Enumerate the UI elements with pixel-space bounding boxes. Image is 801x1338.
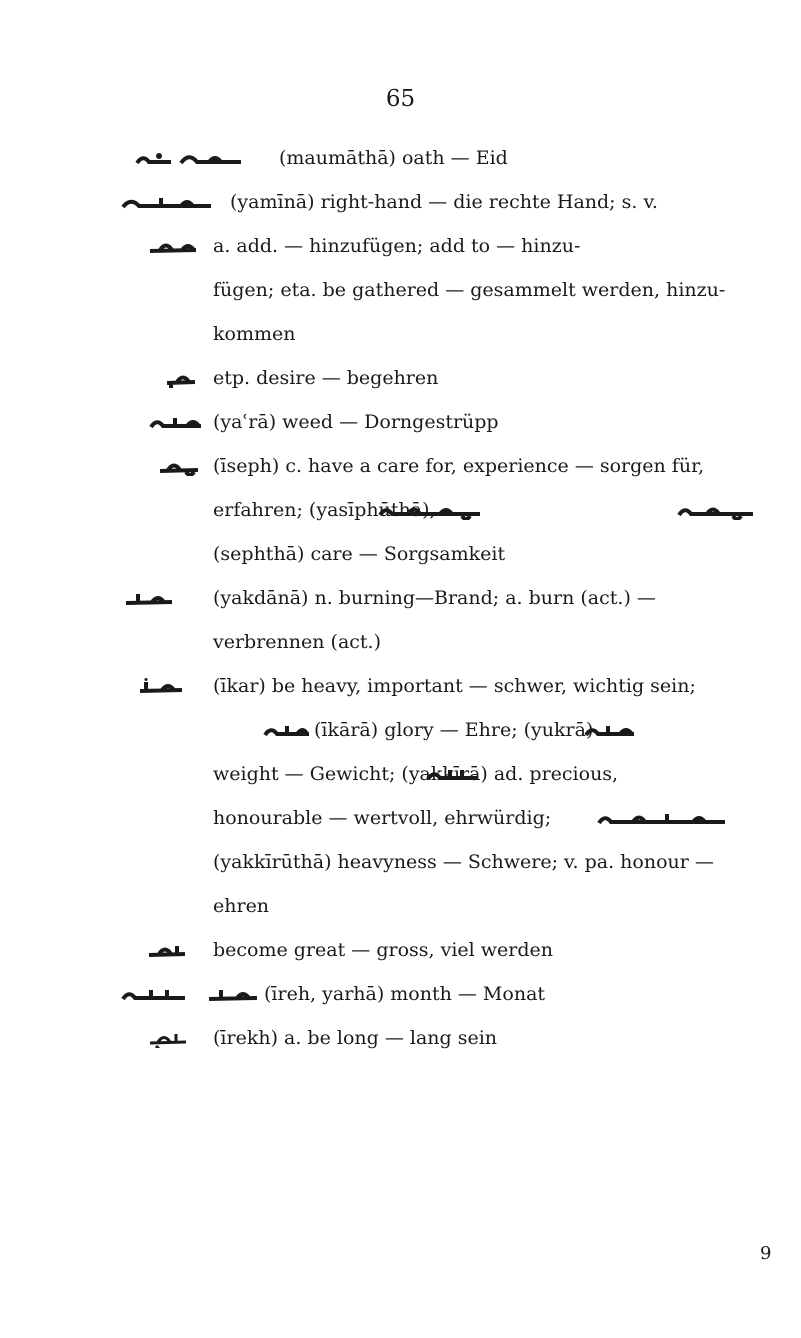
entry-text: verbrennen (act.)	[213, 631, 382, 653]
entry-line	[0, 620, 801, 664]
entry-text: become great — gross, viel werden	[213, 939, 553, 961]
entry-line	[0, 488, 801, 532]
syriac-inline-word-icon	[378, 488, 482, 532]
entry-line	[0, 136, 801, 180]
entry-line	[0, 752, 801, 796]
entry-text: a. add. — hinzufügen; add to — hinzu-	[213, 235, 581, 257]
entry-line	[0, 884, 801, 928]
entry-text: kommen	[213, 323, 296, 345]
entry-line	[0, 268, 801, 312]
entry-line	[0, 840, 801, 884]
entry-text: (īkārā) glory — Ehre; (yukrā)	[314, 719, 594, 741]
entry-line	[0, 180, 801, 224]
signature-mark: 9	[760, 1243, 772, 1264]
syriac-headword-icon	[138, 664, 184, 708]
page-number: 65	[385, 86, 416, 112]
syriac-headword-icon	[149, 400, 203, 444]
syriac-headword-icon	[124, 576, 174, 620]
entry-line	[0, 1016, 801, 1060]
entry-text: ehren	[213, 895, 270, 917]
entry-line	[0, 400, 801, 444]
entry-text: honourable — wertvoll, ehrwürdig;	[213, 807, 552, 829]
syriac-headword-icon	[158, 444, 200, 488]
entry-text: (īreh, yarhā) month — Monat	[264, 983, 546, 1005]
syriac-inline-word-icon	[426, 752, 480, 796]
entry-text: (maumāthā) oath — Eid	[279, 147, 508, 169]
entry-text: (sephthā) care — Sorgsamkeit	[213, 543, 506, 565]
entry-line	[0, 664, 801, 708]
entry-line	[0, 532, 801, 576]
entry-text: fügen; eta. be gathered — gesammelt werden, hinzu-	[213, 279, 726, 301]
entry-line	[0, 356, 801, 400]
entry-text: weight — Gewicht; (yakkīrā) ad. precious,	[213, 763, 619, 785]
entry-line	[0, 972, 801, 1016]
entry-line	[0, 312, 801, 356]
entry-line	[0, 444, 801, 488]
dictionary-entries	[0, 136, 801, 1060]
syriac-inline-word-icon	[584, 708, 636, 752]
entry-text: (īkar) be heavy, important — schwer, wichtig sein;	[213, 675, 696, 697]
entry-text: (īrekh) a. be long — lang sein	[213, 1027, 498, 1049]
syriac-headword-icon	[148, 224, 198, 268]
entry-text: etp. desire — begehren	[213, 367, 439, 389]
entry-text: (īseph) c. have a care for, experience — sorgen für,	[213, 455, 705, 477]
syriac-inline-word-icon	[597, 796, 727, 840]
syriac-headword-icon	[148, 1016, 188, 1060]
entry-line	[0, 928, 801, 972]
entry-line	[0, 708, 801, 752]
syriac-inline-word-icon	[263, 708, 311, 752]
entry-text: (yamīnā) right-hand — die rechte Hand; s. v.	[230, 191, 658, 213]
entry-text: (yakdānā) n. burning—Brand; a. burn (act.) —	[213, 587, 656, 609]
syriac-headword-icon	[147, 928, 187, 972]
entry-line	[0, 576, 801, 620]
syriac-headword-icon	[135, 136, 243, 180]
syriac-headword-icon	[165, 356, 197, 400]
syriac-inline-word-icon	[207, 972, 261, 1016]
entry-text: (yaʿrā) weed — Dorngestrüpp	[213, 411, 499, 433]
entry-text: erfahren; (yasīphūthā),	[213, 499, 436, 521]
entry-line	[0, 224, 801, 268]
entry-line	[0, 796, 801, 840]
syriac-headword-icon	[121, 972, 197, 1016]
entry-text: (yakkīrūthā) heavyness — Schwere; v. pa. honour —	[213, 851, 714, 873]
syriac-headword-icon	[121, 180, 213, 224]
syriac-inline-word-icon	[677, 488, 755, 532]
